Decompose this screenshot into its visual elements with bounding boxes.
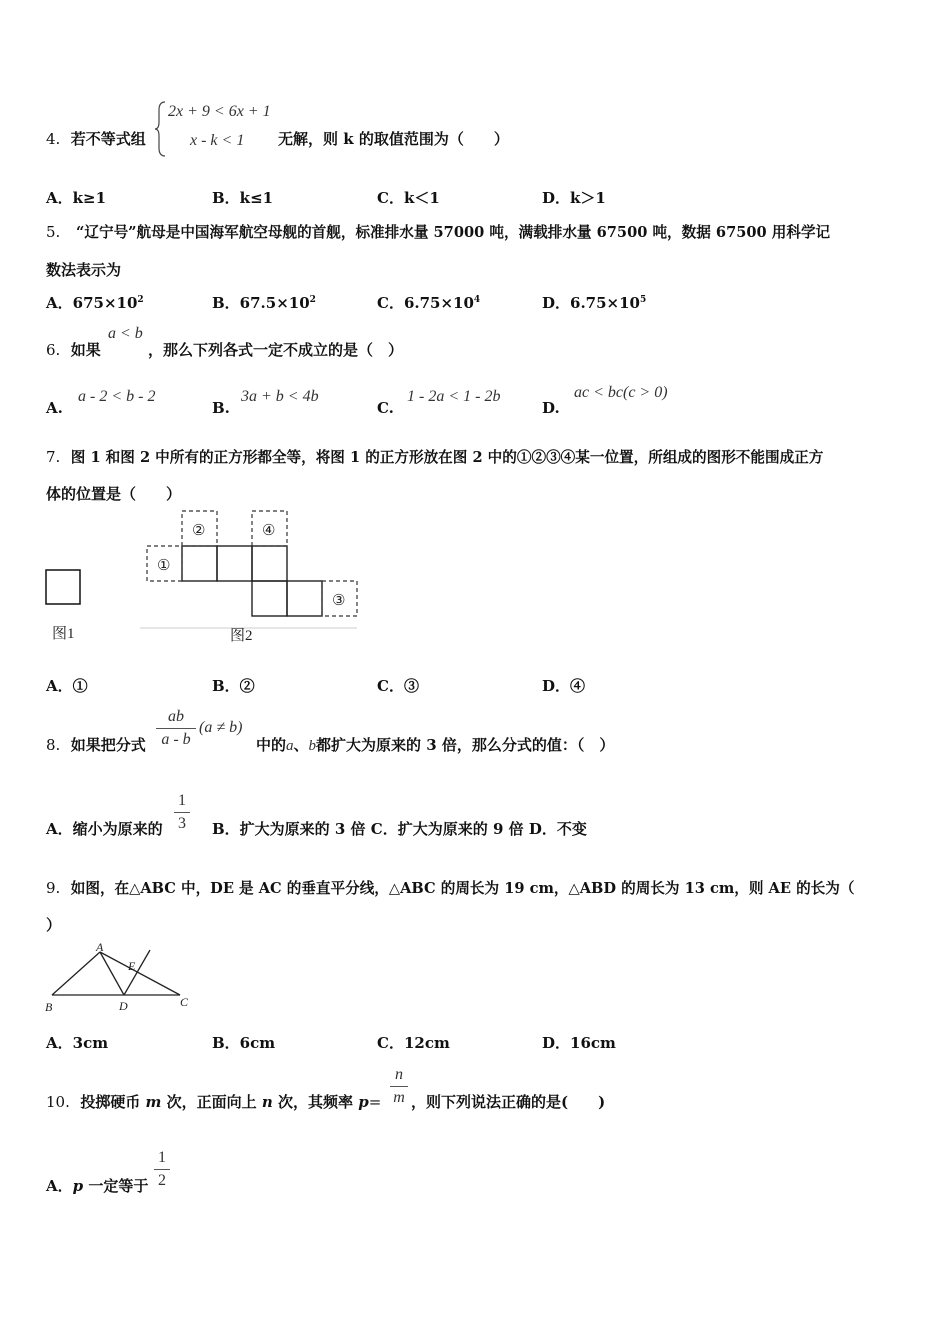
exponent: 2 — [137, 295, 144, 305]
fraction-condition: (a ≠ b) — [199, 719, 243, 736]
text-part-3: 次，其频率 — [272, 1093, 359, 1111]
fraction-bar — [390, 1086, 408, 1087]
question-8 — [46, 734, 146, 755]
question-text-line-2: ） — [46, 916, 62, 934]
option-d[interactable] — [542, 399, 560, 417]
question-number: 4. — [46, 130, 61, 148]
option-label: A． — [46, 1177, 73, 1195]
fraction-bar — [156, 728, 196, 729]
fraction — [156, 708, 196, 749]
option-b[interactable] — [212, 292, 316, 313]
question-text — [256, 734, 614, 755]
question-number: 9. — [46, 879, 61, 897]
separator: 、 — [293, 736, 309, 754]
point-d-label: D — [119, 999, 128, 1013]
option-a[interactable] — [46, 1175, 148, 1196]
net-square — [182, 546, 217, 581]
option-a[interactable]: A．① — [46, 677, 88, 695]
option-d[interactable]: D．16cm — [542, 1034, 616, 1052]
frequency-fraction — [390, 1066, 408, 1107]
equals-sign: = — [368, 1093, 382, 1111]
option-label: D．6.75×10 — [542, 294, 640, 312]
mark-2: ② — [192, 523, 206, 539]
option-c[interactable]: C．12cm — [377, 1034, 450, 1052]
option-c[interactable] — [377, 292, 480, 313]
fraction-bar — [154, 1169, 170, 1170]
option-label: D. — [542, 399, 560, 417]
text-part-2: 次，正面向上 — [161, 1093, 262, 1111]
fraction-numerator: n — [395, 1066, 403, 1083]
question-text: 若不等式组 — [70, 130, 146, 148]
option-d[interactable]: D．k＞1 — [542, 189, 606, 207]
question-text: “辽宁号”航母是中国海军航空母舰的首舰，标准排水量 57000 吨，满载排水量 67500 吨，数据 67500 用科学记 — [75, 224, 831, 241]
question-7 — [46, 446, 823, 467]
fraction-denominator: 2 — [158, 1172, 166, 1189]
var-n: n — [261, 1093, 273, 1111]
option-c-expression: 1 - 2a < 1 - 2b — [407, 388, 501, 405]
var-m: m — [145, 1093, 162, 1111]
question-text-line-2: 体的位置是（ ） — [46, 485, 182, 503]
exponent: 2 — [309, 295, 316, 305]
net-square — [287, 581, 322, 616]
options-b-c-d[interactable]: B．扩大为原来的 3 倍 C．扩大为原来的 9 倍 D．不变 — [212, 820, 587, 838]
question-6 — [46, 339, 101, 360]
side-ab — [52, 952, 100, 995]
var-p: p — [358, 1093, 369, 1111]
inequality-line-1: 2x + 9 < 6x + 1 — [168, 103, 271, 120]
fraction-denominator: 3 — [178, 815, 186, 832]
question-number: 7. — [46, 448, 61, 466]
option-a-fraction — [154, 1149, 170, 1190]
fraction-numerator: 1 — [178, 792, 186, 809]
question-9 — [46, 877, 854, 898]
option-a-text: 一定等于 — [83, 1177, 149, 1195]
net-square — [252, 581, 287, 616]
var-a: a — [286, 738, 294, 754]
option-b[interactable]: B．② — [212, 677, 255, 695]
point-a-label: A — [96, 940, 104, 954]
option-b[interactable]: B．k≤1 — [212, 189, 274, 207]
option-b-expression: 3a + b < 4b — [241, 388, 319, 405]
question-text: 如果把分式 — [70, 736, 146, 754]
var-b: b — [308, 738, 317, 754]
option-label: C. — [377, 399, 394, 417]
option-a-fraction — [174, 792, 190, 833]
text-part-1: 投掷硬币 — [80, 1093, 146, 1111]
option-b[interactable] — [212, 399, 230, 417]
condition-expression: a < b — [108, 325, 143, 342]
figure-1 — [40, 560, 120, 650]
mark-1: ① — [157, 558, 171, 574]
option-c[interactable] — [377, 399, 394, 417]
question-text-suffix: ，则下列说法正确的是( ) — [411, 1093, 606, 1111]
inequality-line-2: x - k < 1 — [190, 132, 245, 149]
option-label: A. — [46, 399, 63, 417]
option-label: C．6.75×10 — [377, 294, 474, 312]
option-label: B. — [212, 399, 230, 417]
option-d[interactable] — [542, 292, 646, 313]
point-c-label: C — [180, 995, 189, 1009]
brace-icon — [155, 100, 167, 158]
fraction-numerator: ab — [168, 708, 184, 725]
figure-2 — [140, 508, 365, 650]
question-4 — [46, 128, 146, 149]
question-number: 6. — [46, 341, 61, 359]
fraction-bar — [174, 812, 190, 813]
question-text-suffix: ，那么下列各式一定不成立的是（ ） — [148, 341, 404, 359]
fraction-denominator: a - b — [161, 731, 191, 748]
figure-2-label: 图2 — [230, 628, 253, 644]
option-a[interactable]: A．3cm — [46, 1034, 109, 1052]
option-label: B．67.5×10 — [212, 294, 310, 312]
option-label: A．675×10 — [46, 294, 138, 312]
question-text-line-2: 数法表示为 — [46, 261, 122, 279]
triangle-figure — [40, 940, 195, 1015]
mark-4: ④ — [262, 523, 276, 539]
option-a[interactable] — [46, 818, 163, 839]
exponent: 5 — [639, 295, 647, 305]
question-5 — [46, 221, 830, 242]
option-a[interactable]: A．k≥1 — [46, 189, 107, 207]
option-c[interactable]: C．k＜1 — [377, 189, 440, 207]
fraction-numerator: 1 — [158, 1149, 166, 1166]
question-text: 如图，在△ABC 中，DE 是 AC 的垂直平分线，△ABC 的周长为 19 cm，△ABD 的周长为 13 cm，则 AE 的长为（ — [70, 880, 855, 897]
question-text: 如果 — [70, 341, 101, 359]
option-a[interactable] — [46, 292, 144, 313]
fraction-denominator: m — [393, 1089, 405, 1106]
figure-1-label: 图1 — [52, 626, 75, 642]
option-d-expression: ac < bc(c > 0) — [574, 384, 668, 401]
option-a-text: A．缩小为原来的 — [46, 820, 163, 838]
question-10 — [46, 1091, 381, 1112]
option-c[interactable]: C．③ — [377, 677, 419, 695]
exponent: 4 — [473, 295, 481, 305]
text-mid: 中的 — [256, 736, 287, 754]
square — [46, 570, 80, 604]
net-square — [252, 546, 287, 581]
option-a[interactable] — [46, 399, 63, 417]
question-text-suffix: 都扩大为原来的 3 倍，那么分式的值：（ ） — [316, 736, 615, 754]
question-number: 8. — [46, 736, 61, 754]
question-number: 5. — [46, 223, 61, 241]
point-b-label: B — [45, 1000, 53, 1014]
option-a-expression: a - 2 < b - 2 — [78, 388, 156, 405]
question-number: 10. — [46, 1093, 70, 1111]
question-text: 图 1 和图 2 中所有的正方形都全等，将图 1 的正方形放在图 2 中的①②③④某一位置，所组成的图形不能围成正方 — [70, 449, 824, 466]
option-d[interactable]: D．④ — [542, 677, 586, 695]
var-p: p — [72, 1177, 84, 1195]
net-square — [217, 546, 252, 581]
point-e-label: E — [128, 959, 136, 973]
option-b[interactable]: B．6cm — [212, 1034, 276, 1052]
question-text-suffix: 无解，则 k 的取值范围为（ ） — [278, 130, 509, 148]
mark-3: ③ — [332, 593, 346, 609]
